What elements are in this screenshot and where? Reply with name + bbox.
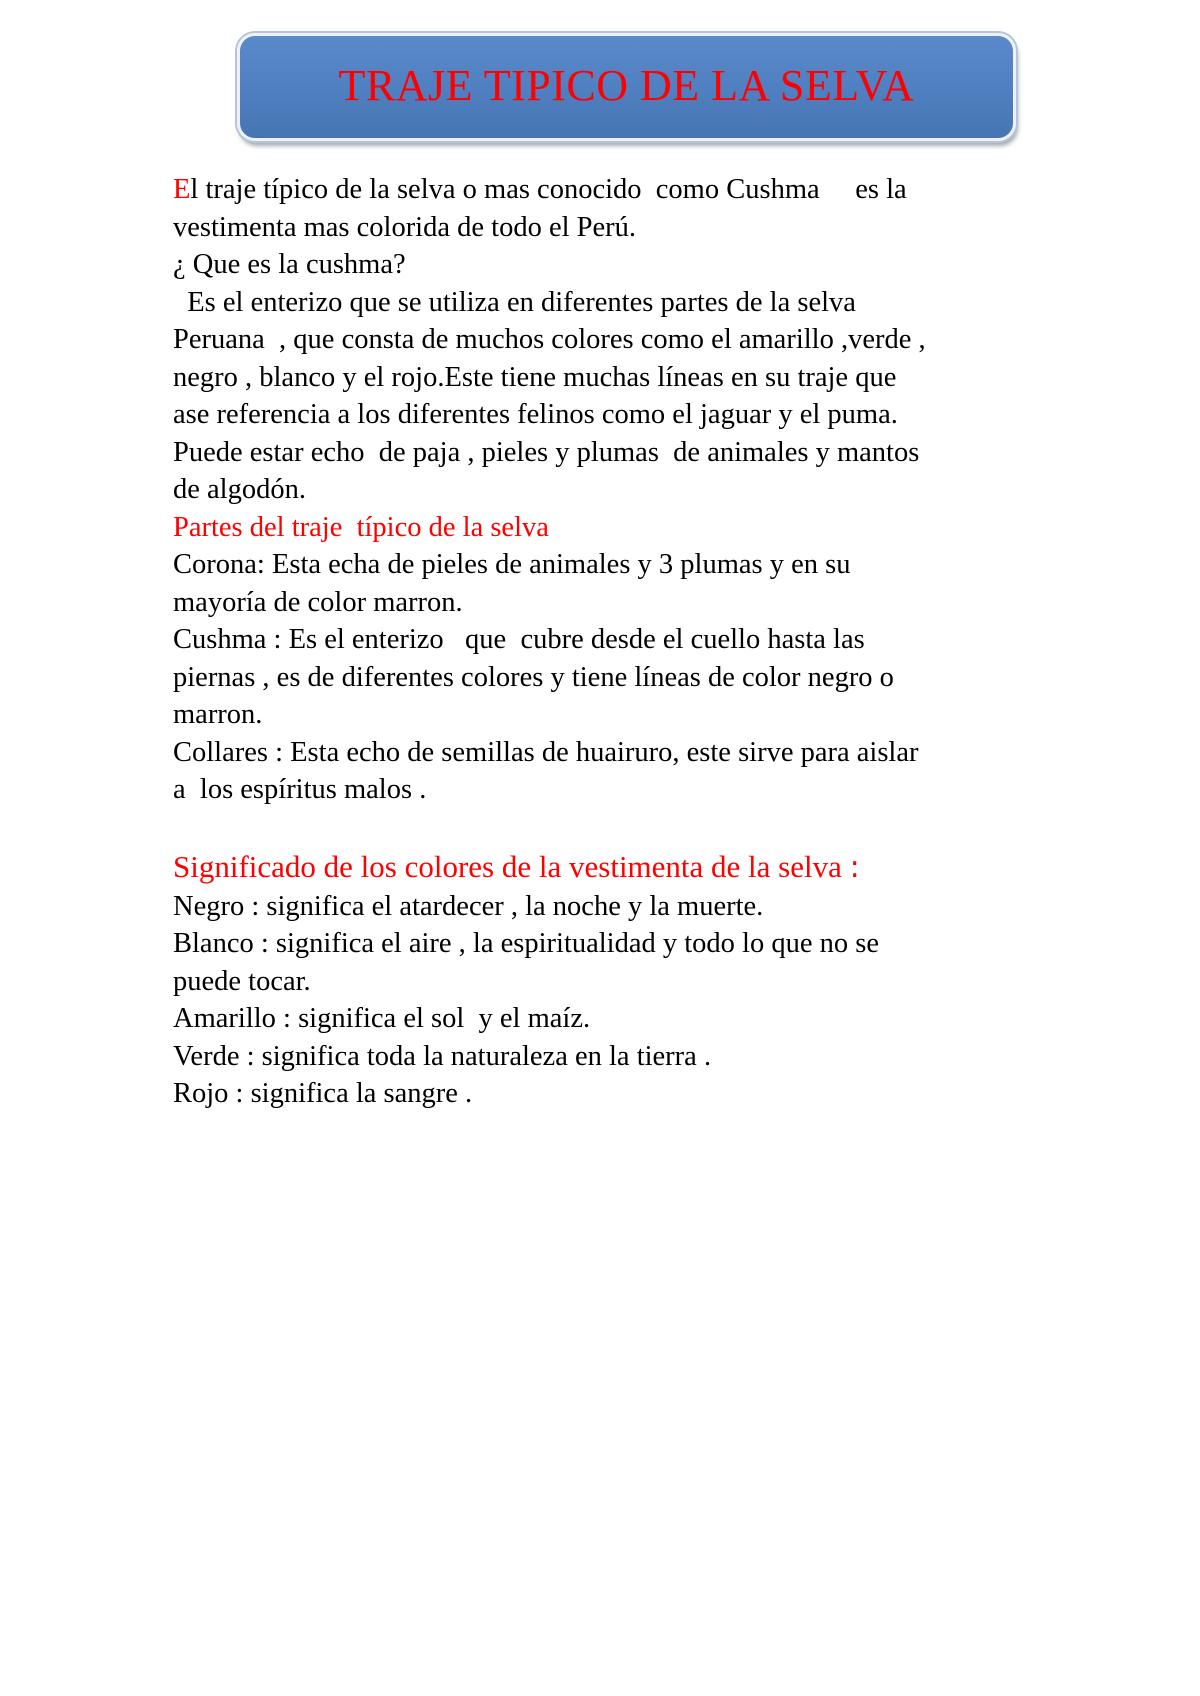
- answer-line: Peruana , que consta de muchos colores como el amarillo ,verde ,: [173, 324, 926, 355]
- colors-line: Verde : significa toda la naturaleza en la tierra .: [173, 1040, 712, 1072]
- intro-line-2: vestimenta mas colorida de todo el Perú.: [173, 211, 636, 243]
- intro-line-1: [173, 171, 1053, 209]
- colors-line: Rojo : significa la sangre .: [173, 1078, 473, 1109]
- parts-line: piernas , es de diferentes colores y tiene líneas de color negro o: [173, 661, 894, 693]
- parts-line: mayoría de color marron.: [173, 586, 463, 618]
- colors-heading: [173, 847, 1053, 888]
- colors-heading-text: Significado de los colores de la vestimenta de la selva: [173, 848, 850, 884]
- answer-line: Puede estar echo de paja , pieles y plumas de animales y mantos: [173, 436, 920, 468]
- parts-line: Collares : Esta echo de semillas de huairuro, este sirve para aislar: [173, 736, 919, 768]
- parts-line: Corona: Esta echa de pieles de animales y 3 plumas y en su: [173, 549, 851, 580]
- colors-line: Negro : significa el atardecer , la noche y la muerte.: [173, 890, 764, 922]
- parts-line: Cushma : Es el enterizo que cubre desde el cuello hasta las: [173, 624, 865, 655]
- answer-line: negro , blanco y el rojo.Este tiene muchas líneas en su traje que: [173, 361, 897, 393]
- colors-heading-colon: :: [849, 849, 860, 885]
- parts-line: marron.: [173, 699, 263, 730]
- answer-line: ase referencia a los diferentes felinos como el jaguar y el puma.: [173, 399, 898, 430]
- page-title: TRAJE TIPICO DE LA SELVA: [338, 60, 915, 110]
- colors-line: puede tocar.: [173, 965, 311, 997]
- intro-drop-letter: E: [173, 174, 191, 205]
- intro-text: l traje típico de la selva o mas conocido como Cushma es la: [190, 174, 907, 205]
- question-line: ¿ Que es la cushma?: [173, 249, 406, 280]
- parts-heading: Partes del traje típico de la selva: [173, 511, 549, 543]
- colors-line: Amarillo : significa el sol y el maíz.: [173, 1003, 591, 1034]
- parts-line: a los espíritus malos .: [173, 774, 427, 805]
- title-banner: [237, 33, 1016, 141]
- document-body: [173, 171, 1053, 1113]
- colors-line: Blanco : significa el aire , la espiritualidad y todo lo que no se: [173, 928, 879, 959]
- answer-line: Es el enterizo que se utiliza en diferentes partes de la selva: [173, 286, 856, 318]
- answer-line: de algodón.: [173, 474, 306, 505]
